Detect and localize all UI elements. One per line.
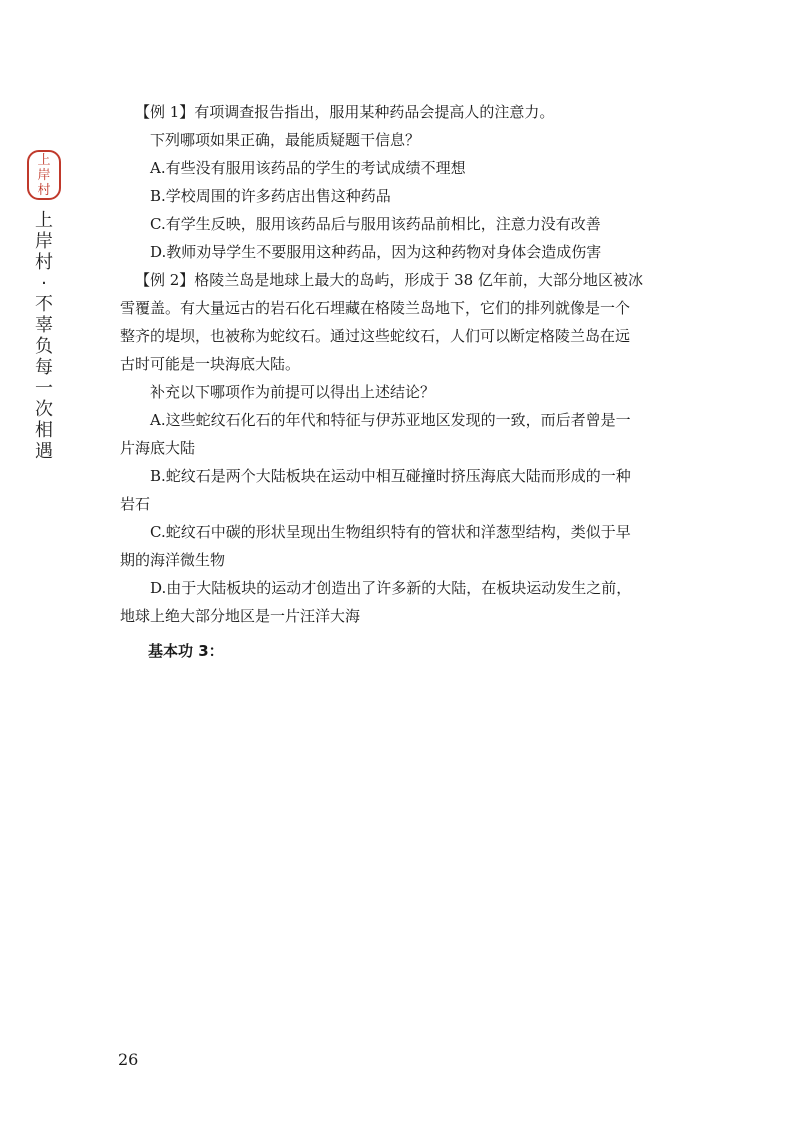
example2-option-b: B.蛇纹石是两个大陆板块在运动中相互碰撞时挤压海底大陆而形成的一种岩石 [120, 467, 631, 513]
example1-option-a: A.有些没有服用该药品的学生的考试成绩不理想 [150, 159, 466, 177]
example1-intro: 【例 1】有项调查报告指出，服用某种药品会提高人的注意力。 [135, 103, 555, 121]
example2-intro: 【例 2】格陵兰岛是地球上最大的岛屿，形成于 38 亿年前，大部分地区被冰雪覆盖。有大量远古的岩石化石埋藏在格陵兰岛地下，它们的排列就像是一个整齐的堤坝，也被称为蛇纹石。通过这些蛇纹石，人们可以断定格陵兰岛在远古时可能是一块海底大陆。 [120, 271, 643, 373]
example2-question: 补充以下哪项作为前提可以得出上述结论？ [150, 383, 436, 401]
example1-question: 下列哪项如果正确，最能质疑题干信息？ [150, 131, 421, 149]
section-heading: 基本功 3： [148, 642, 224, 660]
example2-option-d: D.由于大陆板块的运动才创造出了许多新的大陆，在板块运动发生之前，地球上绝大部分地区是一片汪洋大海 [120, 579, 632, 625]
logo-char: 村 [37, 182, 51, 198]
logo-char: 上 [37, 152, 51, 168]
side-brand [24, 150, 64, 462]
example1-option-d: D.教师劝导学生不要服用这种药品，因为这种药物对身体会造成伤害 [150, 243, 602, 261]
example1-option-b: B.学校周围的许多药店出售这种药品 [150, 187, 391, 205]
example2-option-a: A.这些蛇纹石化石的年代和特征与伊苏亚地区发现的一致，而后者曾是一片海底大陆 [120, 411, 631, 457]
page-number: 26 [118, 1050, 139, 1069]
example1-option-c: C.有学生反映，服用该药品后与服用该药品前相比，注意力没有改善 [150, 215, 601, 233]
logo-char: 岸 [37, 167, 51, 183]
brand-logo-seal [27, 150, 61, 200]
main-content [120, 98, 644, 630]
example2-option-c: C.蛇纹石中碳的形状呈现出生物组织特有的管状和洋葱型结构，类似于早期的海洋微生物 [120, 523, 631, 569]
brand-slogan: 上岸村·不辜负每一次相遇 [35, 210, 53, 462]
